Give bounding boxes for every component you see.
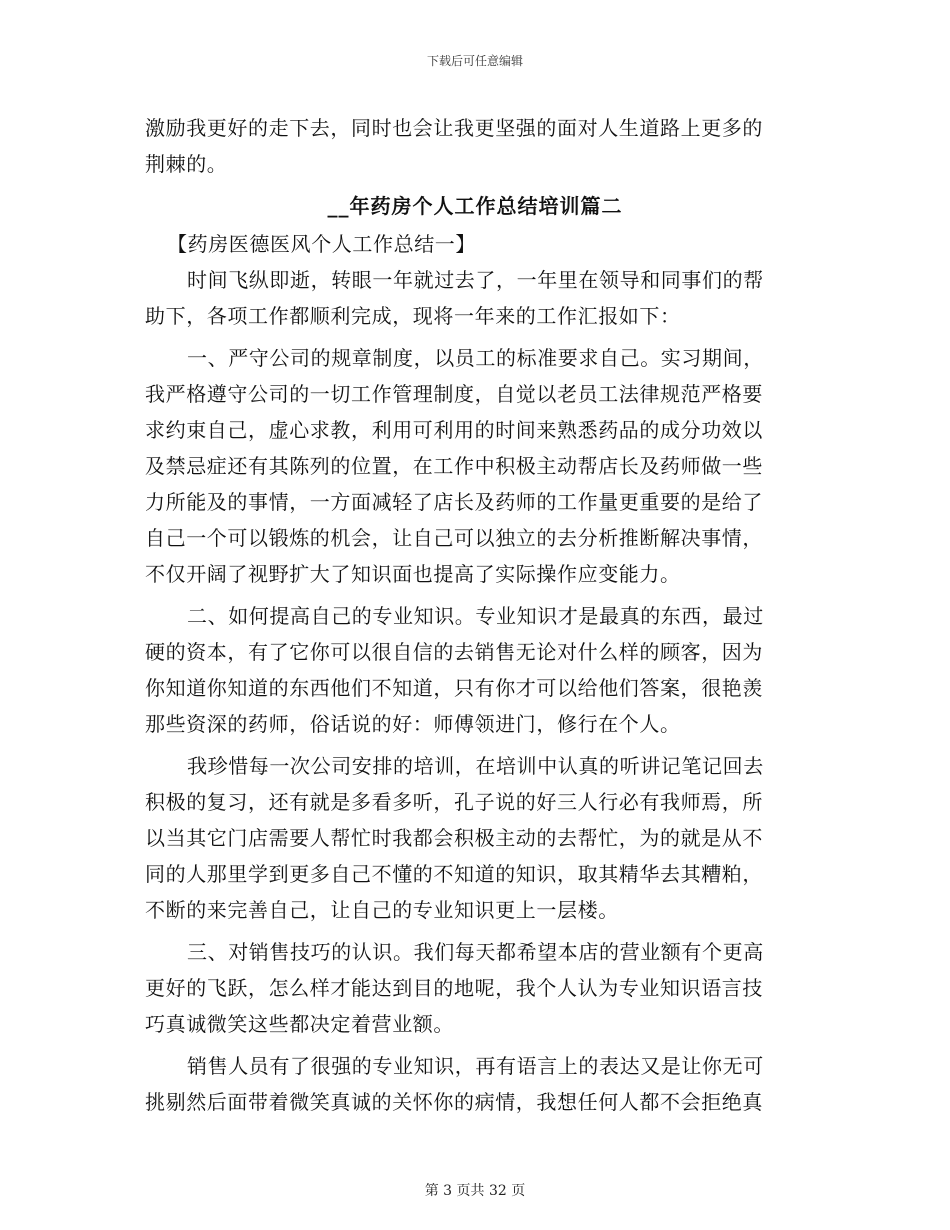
paragraph-6 xyxy=(145,1048,805,1120)
text-line: 硬的资本，有了它你可以很自信的去销售无论对什么样的顾客，因为 xyxy=(145,640,763,664)
paragraph-4 xyxy=(145,748,805,928)
document-body xyxy=(145,110,805,1126)
text-line: 以当其它门店需要人帮忙时我都会积极主动的去帮忙，为的就是从不 xyxy=(145,826,763,850)
text-line: 不仅开阔了视野扩大了知识面也提高了实际操作应变能力。 xyxy=(145,562,681,586)
text-line: 那些资深的药师，俗话说的好：师傅领进门，修行在个人。 xyxy=(145,712,681,736)
text-line: 我珍惜每一次公司安排的培训，在培训中认真的听讲记笔记回去 xyxy=(187,754,764,778)
text-line: 求约束自己，虚心求教，利用可利用的时间来熟悉药品的成分功效以 xyxy=(145,418,763,442)
text-line: 挑剔然后面带着微笑真诚的关怀你的病情，我想任何人都不会拒绝真 xyxy=(145,1090,763,1114)
page-header: 下载后可任意编辑 xyxy=(426,54,523,68)
paragraph-5 xyxy=(145,934,805,1042)
text-line: 巧真诚微笑这些都决定着营业额。 xyxy=(145,1012,454,1036)
text-line: 自己一个可以锻炼的机会，让自己可以独立的去分析推断解决事情， xyxy=(145,526,763,550)
text-line: 同的人那里学到更多自己不懂的不知道的知识，取其精华去其糟粕， xyxy=(145,862,763,886)
paragraph-1 xyxy=(145,262,805,334)
text-line: 激励我更好的走下去，同时也会让我更坚强的面对人生道路上更多的 xyxy=(145,116,763,140)
text-line: 一、严守公司的规章制度，以员工的标准要求自己。实习期间， xyxy=(187,346,764,370)
text-line: 更好的飞跃，怎么样才能达到目的地呢，我个人认为专业知识语言技 xyxy=(145,976,763,1000)
text-line: 三、对销售技巧的认识。我们每天都希望本店的营业额有个更高 xyxy=(187,940,764,964)
text-line: 不断的来完善自己，让自己的专业知识更上一层楼。 xyxy=(145,898,619,922)
section-title: __年药房个人工作总结培训篇二 xyxy=(327,194,623,218)
paragraph-3 xyxy=(145,598,805,742)
text-line: 二、如何提高自己的专业知识。专业知识才是最真的东西，最过 xyxy=(187,604,764,628)
text-line: 我严格遵守公司的一切工作管理制度，自觉以老员工法律规范严格要 xyxy=(145,382,763,406)
text-line: 你知道你知道的东西他们不知道，只有你才可以给他们答案，很艳羡 xyxy=(145,676,763,700)
text-line: 助下，各项工作都顺利完成，现将一年来的工作汇报如下： xyxy=(145,304,681,328)
text-line: 力所能及的事情，一方面减轻了店长及药师的工作量更重要的是给了 xyxy=(145,490,763,514)
page-number: 第 3 页共 32 页 xyxy=(424,1183,526,1199)
paragraph-2 xyxy=(145,340,805,592)
text-line: 积极的复习，还有就是多看多听，孔子说的好三人行必有我师焉，所 xyxy=(145,790,763,814)
text-line: 及禁忌症还有其陈列的位置，在工作中积极主动帮店长及药师做一些 xyxy=(145,454,763,478)
intro-paragraph xyxy=(145,110,805,182)
text-line: 荆棘的。 xyxy=(145,152,228,176)
text-line: 时间飞纵即逝，转眼一年就过去了，一年里在领导和同事们的帮 xyxy=(187,268,764,292)
text-line: 销售人员有了很强的专业知识，再有语言上的表达又是让你无可 xyxy=(187,1054,764,1078)
subsection-heading: 【药房医德医风个人工作总结一】 xyxy=(167,232,476,256)
